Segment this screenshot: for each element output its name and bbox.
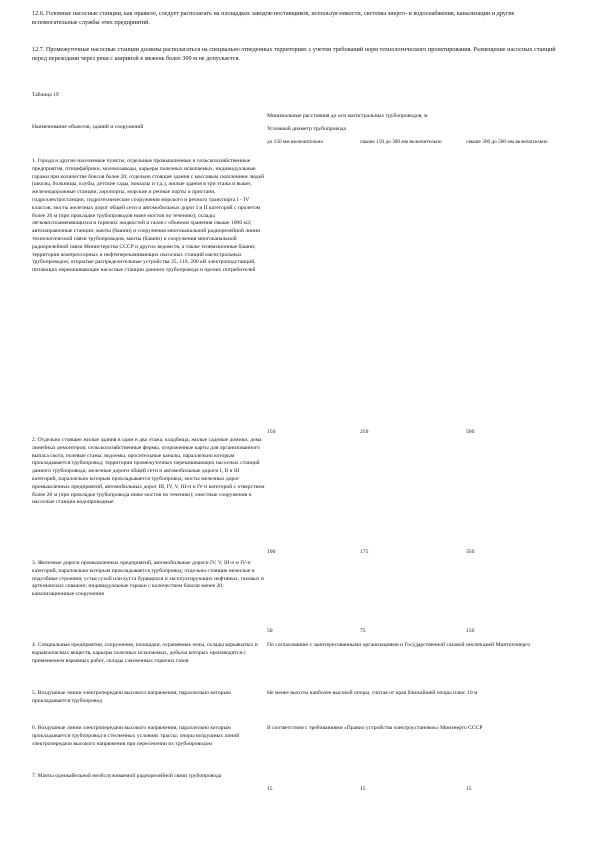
- row-3-value-b: 75: [360, 628, 366, 634]
- row-2-value-c: 350: [466, 549, 475, 555]
- row-7-value-a: 15: [267, 786, 273, 792]
- row-4-name: 4. Специальные предприятия, сооружения, площадки, охраняемые зоны, склады взрывчатых и взрывоопасных веществ, карьеры полезных ископаемых, добыча которых производится с применением взрывных работ, склады сжиженных горючих газов: [32, 642, 258, 664]
- row-5-merged-value: Не менее высоты наиболее высокой опоры, считая от края ближайшей опоры плюс 10 м: [267, 690, 478, 696]
- row-6-name: 6. Воздушные линии электропередачи высокого напряжения, параллельно которым прокладывается трубопровод в стесненных условиях трассы; опоры воздушных линий электропередачи высокого напряжения при пересечении их трубопроводом: [32, 725, 240, 747]
- row-1-value-c: 500: [466, 429, 475, 435]
- row-2-name: 2. Отдельно стоящие жилые здания в один и два этажа, кладбища, жилые садовые домики, дома линейных ремонтеров; сельскохозяйственные фермы, огороженные карты для организованного выпаса скота, полевые станы; водоемы, оросительные каналы, параллельно которым прокладывается трубопровод; территории промежуточных перекачивающих насосных станций данного трубопровода; железные дороги общей сети и автомобильные дороги I, II и III категорий, параллельно которым прокладывается трубопровод; мосты железных дорог промышленных предприятий, автомобильных дорог III, IV, V, III-п и IV-п категорий с отверстием более 20 м (при прокладке трубопровода ниже мостов по течению); очистные сооружения и насосные станции водопроводные: [32, 437, 265, 506]
- header-min-distance: Минимальные расстояния до оси магистральных трубопроводов, м: [267, 113, 428, 119]
- row-2-value-b: 175: [360, 549, 369, 555]
- paragraph-12-6: 12.6. Головные насосные станции, как правило, следует располагать на площадках заводов-поставщиков, используя емкости, системы энерго- и водоснабжения, канализации и другие вспомогательные службы этих предприятий.: [32, 10, 515, 26]
- header-diameter: Условный диаметр трубопровода: [267, 126, 346, 132]
- header-col-b: свыше 150 до 300 мм включительно: [360, 139, 442, 145]
- row-3-value-a: 50: [267, 628, 273, 634]
- table-caption: Таблица 19: [32, 92, 59, 98]
- row-3-value-c: 150: [466, 628, 475, 634]
- row-6-merged-value: В соответствии с требованиями «Правил устройства электроустановок» Минэнерго СССР: [267, 725, 483, 731]
- row-7-value-c: 15: [466, 786, 472, 792]
- row-3-name: 3. Железные дороги промышленных предприятий, автомобильные дороги IV, V, III-п и IV-п категорий, параллельно которым прокладывается трубопровод; отдельно стоящие нежилые и подсобные строения; устья сухой или куста бурящихся и эксплуатирующих нефтяных, газовых и артезианских скважин; индивидуальные гаражи с количеством боксов менее 20; канализационные сооружения: [32, 560, 264, 598]
- row-1-name: 1. Города и другие населенные пункты, отдельные промышленные и сельскохозяйственные предприятия, птицефабрики, молокозаводы, карьеры полезных ископаемых, индивидуальные гаражи при количестве боксов более 20; отдельно стоящие здания с массовым скоплением людей (школы, больницы, клубы, детские сады, вокзалы и т.д.), жилые здания в три этажа и выше; железнодорожные станции, аэропорты, морские и речные порты и пристани, гидроэлектростанции, гидротехнические сооружения морского и речного транспорта I - IV классов; мосты железных дорог общей сети и автомобильных дорог I и II категорий с пролетом более 20 м (при прокладке трубопроводов ниже мостов по течению); склады легковоспламеняющихся и горючих жидкостей и газов с объемом хранения свыше 1000 м3; автозаправочные станции; мачты (башни) и сооружения многоканальной радиорелейной линии технологической связи трубопроводов, мачты (башни) и сооружения многоканальной радиорелейной связи Министерства СССР и других ведомств, а также телевизионные башни; территории компрессорных и нефтеперекачивающих насосных станций магистральных трубопроводов; открытые распределительные устройства 35, 110, 200 кВ электроподстанций, питающих перекачивающие насосные станции данного трубопровода и прочих потребителей: [32, 158, 265, 274]
- header-object-name: Наименование объектов, зданий и сооружений: [32, 124, 144, 130]
- row-1-value-b: 250: [360, 429, 369, 435]
- row-7-value-b: 15: [360, 786, 366, 792]
- row-7-name: 7. Мачты однокабельной необслуживаемой радиорелейной связи трубопровода: [32, 773, 222, 779]
- paragraph-12-7: 12.7. Промежуточные насосные станции должны располагаться на специально отведенных территориях с учетом требований норм технологического проектирования. Размещение насосных станций перед переходами через реки с шириной в межень более 300 м не допускается.: [32, 46, 556, 62]
- row-1-value-a: 150: [267, 429, 276, 435]
- row-5-name: 5. Воздушные линии электропередачи высокого напряжения, параллельно которым прокладывается трубопровод: [32, 690, 231, 704]
- row-4-merged-value: По согласованию с заинтересованными организациями и Государственной газовой инспекцией Минтопэнерго: [267, 642, 531, 648]
- header-col-c: свыше 300 до 500 мм включительно: [466, 139, 548, 145]
- row-2-value-a: 100: [267, 549, 276, 555]
- header-col-a: до 150 мм включительно: [267, 139, 324, 145]
